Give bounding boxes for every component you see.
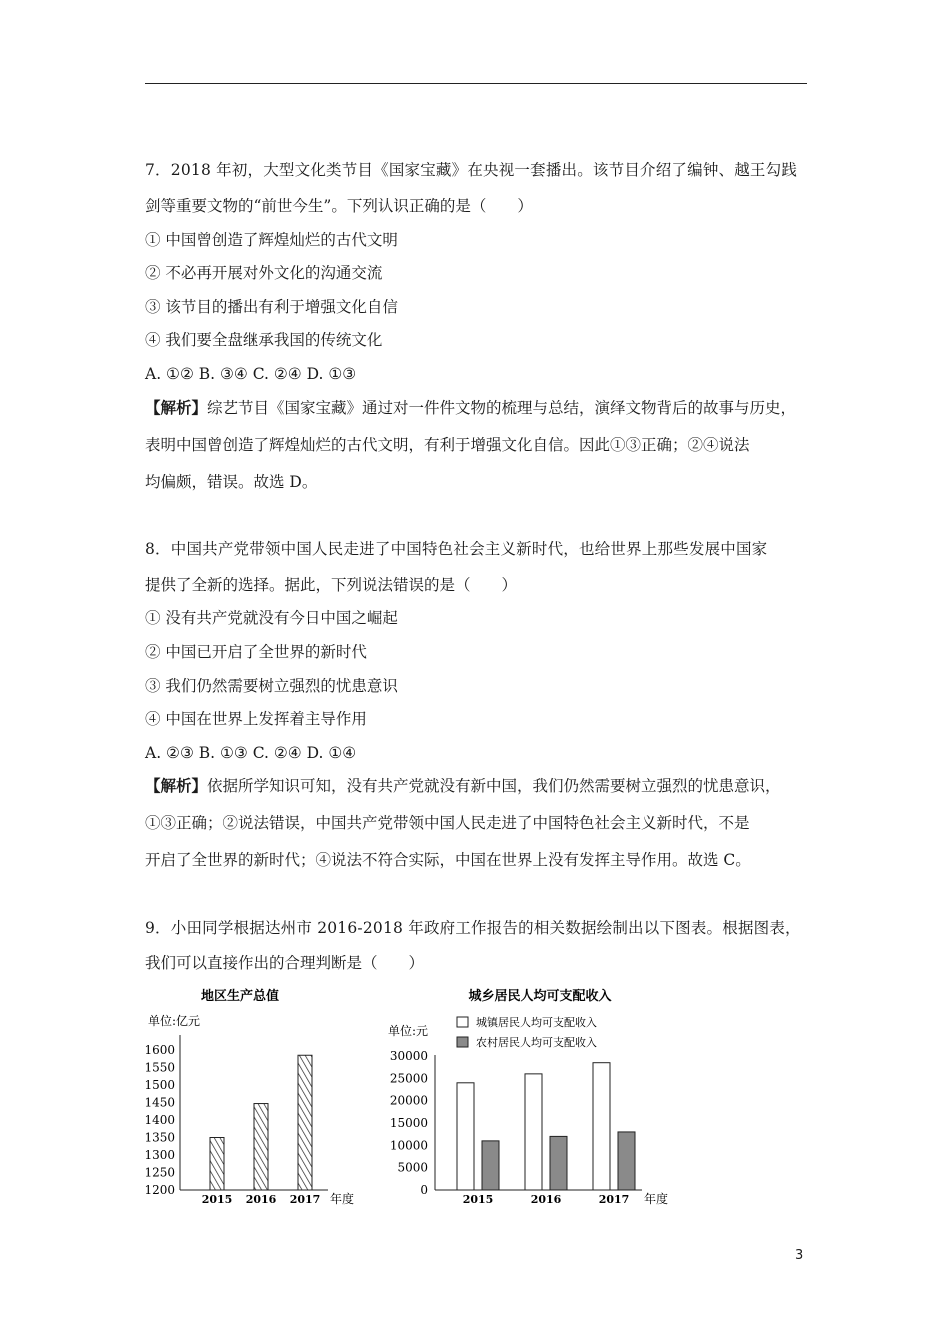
q8-choices: A. ②③ B. ①③ C. ②④ D. ①④ [145, 744, 357, 762]
gdp-xtick-label: 2016 [245, 1193, 277, 1206]
q7-analysis-line-2: 表明中国曾创造了辉煌灿烂的古代文明，有利于增强文化自信。因此①③正确；②④说法 [145, 436, 750, 454]
gdp-chart-xlabel: 年度 [330, 1192, 355, 1206]
q7-analysis-text-1: 综艺节目《国家宝藏》通过对一件件文物的梳理与总结，演绎文物背后的故事与历史， [207, 399, 797, 417]
income-chart-ylabel: 单位:元 [388, 1024, 429, 1038]
q7-option-1: ① 中国曾创造了辉煌灿烂的古代文明 [145, 231, 398, 249]
header-rule [145, 83, 807, 84]
q9-stem-line-1: 9．小田同学根据达州市 2016-2018 年政府工作报告的相关数据绘制出以下图表。根据图表， [145, 919, 801, 937]
legend-label-urban: 城镇居民人均可支配收入 [476, 1016, 597, 1029]
q7-option-2: ② 不必再开展对外文化的沟通交流 [145, 264, 383, 282]
gdp-bar-2016 [254, 1104, 268, 1190]
gdp-ytick-label: 1450 [144, 1095, 175, 1110]
income-ytick-label: 20000 [389, 1093, 428, 1108]
gdp-ytick-label: 1250 [144, 1165, 175, 1180]
income-xtick-label: 2017 [598, 1193, 630, 1206]
q8-analysis-text-1: 依据所学知识可知，没有共产党就没有新中国，我们仍然需要树立强烈的忧患意识， [207, 777, 781, 795]
gdp-bar-chart [140, 980, 370, 1212]
income-ytick-label: 5000 [397, 1160, 428, 1175]
gdp-ytick-label: 1500 [144, 1078, 175, 1092]
income-bar-urban-2017 [593, 1063, 610, 1190]
gdp-chart-title: 地区生产总值 [200, 989, 280, 1004]
income-chart-xlabel: 年度 [644, 1192, 669, 1206]
gdp-ytick-label: 1550 [144, 1060, 175, 1075]
income-ytick-label: 30000 [389, 1049, 428, 1063]
q8-option-1: ① 没有共产党就没有今日中国之崛起 [145, 609, 398, 627]
page-number: 3 [795, 1248, 804, 1263]
q7-analysis-line-3: 均偏颇，错误。故选 D。 [145, 473, 318, 491]
legend-swatch-urban [457, 1017, 468, 1027]
q7-stem-line-1: 7．2018 年初，大型文化类节目《国家宝藏》在央视一套播出。该节目介绍了编钟、越王勾践 [145, 161, 798, 179]
q7-option-3: ③ 该节目的播出有利于增强文化自信 [145, 298, 398, 316]
income-xtick-label: 2015 [462, 1193, 494, 1206]
gdp-ytick-label: 1200 [144, 1183, 175, 1197]
gdp-xtick-label: 2017 [289, 1193, 321, 1206]
income-bar-chart [380, 980, 690, 1212]
q8-analysis-line-2: ①③正确；②说法错误，中国共产党带领中国人民走进了中国特色社会主义新时代，不是 [145, 814, 750, 832]
gdp-ytick-label: 1400 [144, 1113, 175, 1127]
income-bar-urban-2016 [525, 1074, 542, 1190]
q8-analysis-line-1 [145, 776, 781, 796]
q8-analysis-tag: 【解析】 [145, 776, 208, 795]
income-bar-rural-2015 [482, 1141, 499, 1190]
gdp-bar-2015 [210, 1138, 224, 1191]
gdp-bar-2017 [298, 1055, 312, 1190]
income-chart-title: 城乡居民人均可支配收入 [468, 989, 612, 1004]
income-ytick-label: 15000 [389, 1116, 428, 1130]
gdp-ytick-label: 1300 [144, 1148, 175, 1162]
legend-swatch-rural [457, 1037, 468, 1047]
q8-option-3: ③ 我们仍然需要树立强烈的忧患意识 [145, 677, 398, 695]
income-bar-urban-2015 [457, 1083, 474, 1190]
q8-option-4: ④ 中国在世界上发挥着主导作用 [145, 710, 367, 728]
income-xtick-label: 2016 [530, 1193, 562, 1206]
q8-option-2: ② 中国已开启了全世界的新时代 [145, 643, 367, 661]
income-bar-rural-2017 [618, 1132, 635, 1190]
income-ytick-label: 10000 [389, 1138, 428, 1153]
q7-analysis-tag: 【解析】 [145, 398, 208, 417]
q7-analysis-line-1 [145, 398, 796, 418]
legend-label-rural: 农村居民人均可支配收入 [476, 1036, 597, 1049]
q8-stem-line-1: 8．中国共产党带领中国人民走进了中国特色社会主义新时代，也给世界上那些发展中国家 [145, 540, 768, 558]
income-bar-rural-2016 [550, 1136, 567, 1190]
income-ytick-label: 25000 [389, 1071, 428, 1086]
q8-analysis-line-3: 开启了全世界的新时代；④说法不符合实际，中国在世界上没有发挥主导作用。故选 C。 [145, 851, 751, 869]
gdp-ytick-label: 1600 [144, 1043, 175, 1057]
income-ytick-label: 0 [420, 1183, 428, 1197]
q7-option-4: ④ 我们要全盘继承我国的传统文化 [145, 331, 383, 349]
q9-stem-line-2: 我们可以直接作出的合理判断是（ ） [145, 954, 425, 972]
gdp-xtick-label: 2015 [201, 1193, 233, 1206]
q7-choices: A. ①② B. ③④ C. ②④ D. ①③ [145, 365, 357, 383]
gdp-chart-ylabel: 单位:亿元 [148, 1014, 201, 1028]
gdp-ytick-label: 1350 [144, 1130, 175, 1145]
q8-stem-line-2: 提供了全新的选择。据此，下列说法错误的是（ ） [145, 576, 518, 594]
q7-stem-line-2: 剑等重要文物的“前世今生”。下列认识正确的是（ ） [145, 197, 533, 215]
